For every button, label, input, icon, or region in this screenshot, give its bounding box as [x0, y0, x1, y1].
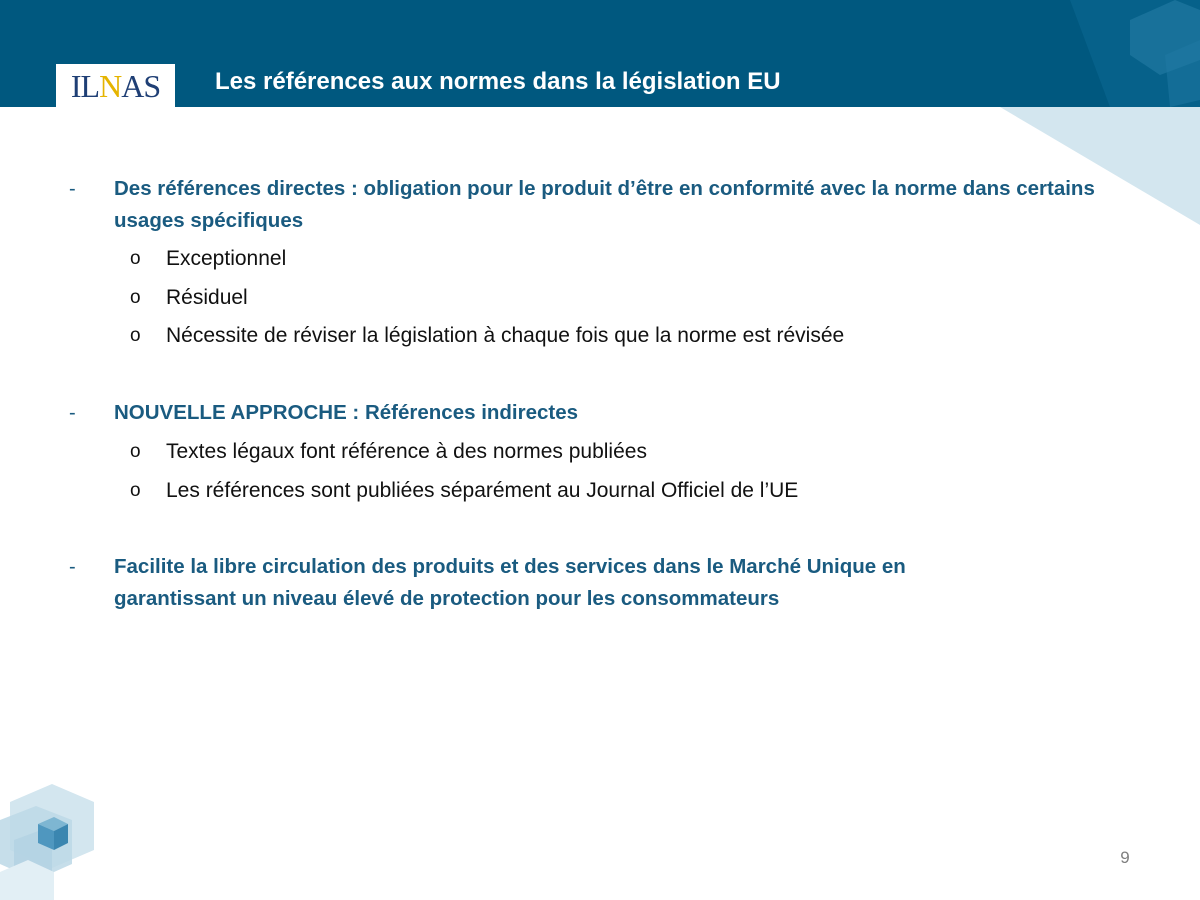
sub-bullet-icon: o	[130, 287, 141, 308]
bullet-dash: -	[69, 402, 76, 424]
sub-item-legal-texts: Textes légaux font référence à des normes publiées	[166, 440, 647, 463]
ilnas-logo: ILNAS	[56, 64, 175, 107]
sub-item-revision: Nécessite de réviser la législation à chaque fois que la norme est révisée	[166, 324, 845, 347]
sub-item-exceptionnel: Exceptionnel	[166, 247, 287, 270]
sub-bullet-icon: o	[130, 248, 141, 269]
cubes-decoration-icon	[0, 780, 100, 900]
bullet-direct-references: Des références directes : obligation pour le produit d’être en conformité avec la norme dans certains usages spécifiques	[114, 177, 1095, 232]
bullet-dash: -	[69, 178, 76, 200]
sub-bullet-icon: o	[130, 441, 141, 462]
slide-title: Les références aux normes dans la législation EU	[215, 68, 781, 95]
sub-item-official-journal: Les références sont publiées séparément au Journal Officiel de l’UE	[166, 479, 799, 502]
sub-bullet-icon: o	[130, 325, 141, 346]
sub-bullet-icon: o	[130, 480, 141, 501]
sub-item-residuel: Résiduel	[166, 286, 248, 309]
bullet-new-approach: NOUVELLE APPROCHE : Références indirectes	[114, 401, 579, 424]
bullet-dash: -	[69, 556, 76, 578]
page-number: 9	[1120, 848, 1130, 867]
bullet-free-circulation: Facilite la libre circulation des produits et des services dans le Marché Unique en garantissant un niveau élevé de protection pour les consommateurs	[114, 555, 906, 610]
